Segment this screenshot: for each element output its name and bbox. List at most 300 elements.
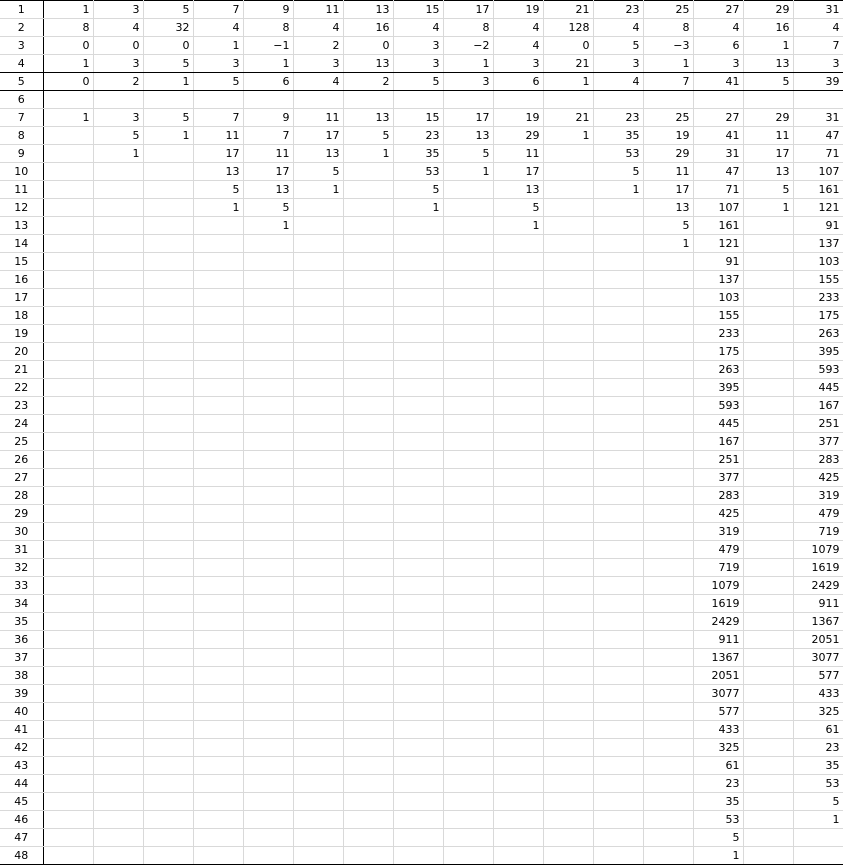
- cell[interactable]: [543, 451, 593, 469]
- cell[interactable]: 1: [543, 73, 593, 91]
- cell[interactable]: 25: [643, 109, 693, 127]
- cell[interactable]: [543, 523, 593, 541]
- cell[interactable]: [393, 271, 443, 289]
- cell[interactable]: [543, 793, 593, 811]
- cell[interactable]: [43, 145, 93, 163]
- cell[interactable]: [643, 487, 693, 505]
- cell[interactable]: [743, 217, 793, 235]
- cell[interactable]: [143, 847, 193, 865]
- cell[interactable]: [43, 397, 93, 415]
- cell[interactable]: [93, 649, 143, 667]
- cell[interactable]: [43, 343, 93, 361]
- cell[interactable]: [93, 487, 143, 505]
- row-header[interactable]: 24: [0, 415, 43, 433]
- cell[interactable]: [393, 433, 443, 451]
- cell[interactable]: [143, 595, 193, 613]
- cell[interactable]: [443, 739, 493, 757]
- cell[interactable]: [443, 523, 493, 541]
- cell[interactable]: 8: [443, 19, 493, 37]
- cell[interactable]: [643, 541, 693, 559]
- cell[interactable]: [543, 739, 593, 757]
- cell[interactable]: 0: [43, 73, 93, 91]
- cell[interactable]: [393, 829, 443, 847]
- cell[interactable]: [643, 721, 693, 739]
- cell[interactable]: [643, 577, 693, 595]
- cell[interactable]: 4: [93, 19, 143, 37]
- cell[interactable]: [193, 757, 243, 775]
- cell[interactable]: 17: [443, 109, 493, 127]
- cell[interactable]: [43, 505, 93, 523]
- cell[interactable]: 161: [693, 217, 743, 235]
- row-header[interactable]: 36: [0, 631, 43, 649]
- cell[interactable]: 27: [693, 1, 743, 19]
- cell[interactable]: [493, 685, 543, 703]
- cell[interactable]: [193, 811, 243, 829]
- cell[interactable]: 13: [743, 163, 793, 181]
- cell[interactable]: 433: [793, 685, 843, 703]
- cell[interactable]: [43, 217, 93, 235]
- row-header[interactable]: 7: [0, 109, 43, 127]
- cell[interactable]: [593, 397, 643, 415]
- cell[interactable]: 5: [143, 55, 193, 73]
- cell[interactable]: 1: [443, 163, 493, 181]
- cell[interactable]: [393, 541, 443, 559]
- cell[interactable]: [93, 541, 143, 559]
- cell[interactable]: [393, 253, 443, 271]
- cell[interactable]: [543, 847, 593, 865]
- cell[interactable]: [443, 91, 493, 109]
- cell[interactable]: [393, 451, 443, 469]
- cell[interactable]: [443, 253, 493, 271]
- cell[interactable]: 11: [743, 127, 793, 145]
- cell[interactable]: [43, 433, 93, 451]
- cell[interactable]: [593, 613, 643, 631]
- cell[interactable]: [543, 757, 593, 775]
- cell[interactable]: 7: [243, 127, 293, 145]
- cell[interactable]: [393, 379, 443, 397]
- cell[interactable]: [93, 235, 143, 253]
- cell[interactable]: 263: [693, 361, 743, 379]
- cell[interactable]: [343, 379, 393, 397]
- cell[interactable]: [593, 505, 643, 523]
- cell[interactable]: [193, 793, 243, 811]
- cell[interactable]: [493, 703, 543, 721]
- cell[interactable]: 1: [43, 55, 93, 73]
- cell[interactable]: [243, 739, 293, 757]
- cell[interactable]: 445: [793, 379, 843, 397]
- cell[interactable]: [43, 541, 93, 559]
- cell[interactable]: [443, 487, 493, 505]
- cell[interactable]: 719: [693, 559, 743, 577]
- cell[interactable]: [143, 649, 193, 667]
- cell[interactable]: [493, 541, 543, 559]
- cell[interactable]: 21: [543, 1, 593, 19]
- cell[interactable]: 325: [793, 703, 843, 721]
- cell[interactable]: [243, 433, 293, 451]
- cell[interactable]: [143, 343, 193, 361]
- cell[interactable]: [43, 721, 93, 739]
- cell[interactable]: [393, 397, 443, 415]
- cell[interactable]: 1: [343, 145, 393, 163]
- cell[interactable]: [143, 397, 193, 415]
- cell[interactable]: [193, 541, 243, 559]
- cell[interactable]: [43, 361, 93, 379]
- cell[interactable]: [493, 253, 543, 271]
- cell[interactable]: 137: [793, 235, 843, 253]
- cell[interactable]: [143, 217, 193, 235]
- cell[interactable]: [243, 469, 293, 487]
- cell[interactable]: [93, 343, 143, 361]
- cell[interactable]: [43, 793, 93, 811]
- cell[interactable]: [243, 523, 293, 541]
- cell[interactable]: [493, 739, 543, 757]
- row-header[interactable]: 27: [0, 469, 43, 487]
- cell[interactable]: [493, 793, 543, 811]
- cell[interactable]: [243, 829, 293, 847]
- cell[interactable]: 5: [743, 181, 793, 199]
- cell[interactable]: [393, 343, 443, 361]
- cell[interactable]: [143, 361, 193, 379]
- cell[interactable]: [93, 217, 143, 235]
- cell[interactable]: 1: [243, 55, 293, 73]
- cell[interactable]: [243, 505, 293, 523]
- cell[interactable]: [143, 829, 193, 847]
- cell[interactable]: 319: [793, 487, 843, 505]
- cell[interactable]: 16: [743, 19, 793, 37]
- cell[interactable]: 1: [543, 127, 593, 145]
- cell[interactable]: 91: [693, 253, 743, 271]
- cell[interactable]: 8: [43, 19, 93, 37]
- cell[interactable]: [293, 793, 343, 811]
- cell[interactable]: 2: [293, 37, 343, 55]
- cell[interactable]: 19: [643, 127, 693, 145]
- cell[interactable]: 19: [493, 1, 543, 19]
- cell[interactable]: 31: [693, 145, 743, 163]
- cell[interactable]: [93, 559, 143, 577]
- cell[interactable]: 479: [793, 505, 843, 523]
- cell[interactable]: 1: [43, 1, 93, 19]
- cell[interactable]: 0: [43, 37, 93, 55]
- cell[interactable]: 121: [693, 235, 743, 253]
- cell[interactable]: [493, 361, 543, 379]
- cell[interactable]: [343, 235, 393, 253]
- cell[interactable]: 29: [743, 1, 793, 19]
- cell[interactable]: [193, 847, 243, 865]
- cell[interactable]: [293, 685, 343, 703]
- cell[interactable]: [93, 163, 143, 181]
- cell[interactable]: [743, 91, 793, 109]
- cell[interactable]: [743, 325, 793, 343]
- cell[interactable]: [393, 667, 443, 685]
- cell[interactable]: [343, 271, 393, 289]
- cell[interactable]: [543, 199, 593, 217]
- cell[interactable]: [443, 469, 493, 487]
- cell[interactable]: [143, 541, 193, 559]
- cell[interactable]: 41: [693, 73, 743, 91]
- row-header[interactable]: 41: [0, 721, 43, 739]
- cell[interactable]: 5: [93, 127, 143, 145]
- cell[interactable]: 17: [243, 163, 293, 181]
- cell[interactable]: [43, 649, 93, 667]
- cell[interactable]: [193, 343, 243, 361]
- cell[interactable]: [443, 307, 493, 325]
- cell[interactable]: 283: [793, 451, 843, 469]
- cell[interactable]: 61: [693, 757, 743, 775]
- cell[interactable]: [643, 739, 693, 757]
- cell[interactable]: [643, 289, 693, 307]
- cell[interactable]: 23: [593, 109, 643, 127]
- cell[interactable]: 911: [693, 631, 743, 649]
- cell[interactable]: [93, 289, 143, 307]
- cell[interactable]: 23: [693, 775, 743, 793]
- cell[interactable]: [743, 487, 793, 505]
- row-header[interactable]: 12: [0, 199, 43, 217]
- cell[interactable]: [393, 793, 443, 811]
- cell[interactable]: 16: [343, 19, 393, 37]
- cell[interactable]: [93, 271, 143, 289]
- cell[interactable]: 2: [93, 73, 143, 91]
- cell[interactable]: [143, 163, 193, 181]
- cell[interactable]: [93, 577, 143, 595]
- cell[interactable]: [593, 271, 643, 289]
- cell[interactable]: −3: [643, 37, 693, 55]
- cell[interactable]: [43, 253, 93, 271]
- cell[interactable]: [443, 559, 493, 577]
- cell[interactable]: [493, 613, 543, 631]
- cell[interactable]: [443, 577, 493, 595]
- cell[interactable]: [493, 523, 543, 541]
- cell[interactable]: [743, 595, 793, 613]
- cell[interactable]: [643, 811, 693, 829]
- cell[interactable]: [443, 847, 493, 865]
- cell[interactable]: [593, 739, 643, 757]
- cell[interactable]: [193, 631, 243, 649]
- cell[interactable]: 17: [293, 127, 343, 145]
- cell[interactable]: [543, 775, 593, 793]
- cell[interactable]: [93, 829, 143, 847]
- cell[interactable]: [593, 541, 643, 559]
- cell[interactable]: [743, 757, 793, 775]
- cell[interactable]: 5: [443, 145, 493, 163]
- cell[interactable]: [743, 613, 793, 631]
- cell[interactable]: 91: [793, 217, 843, 235]
- cell[interactable]: 5: [193, 73, 243, 91]
- cell[interactable]: [593, 343, 643, 361]
- cell[interactable]: 17: [443, 1, 493, 19]
- cell[interactable]: [743, 811, 793, 829]
- cell[interactable]: [243, 577, 293, 595]
- cell[interactable]: [593, 667, 643, 685]
- cell[interactable]: [393, 685, 443, 703]
- cell[interactable]: [393, 523, 443, 541]
- cell[interactable]: [643, 685, 693, 703]
- cell[interactable]: 15: [393, 109, 443, 127]
- cell[interactable]: [593, 361, 643, 379]
- cell[interactable]: 251: [693, 451, 743, 469]
- cell[interactable]: 4: [293, 73, 343, 91]
- cell[interactable]: [543, 325, 593, 343]
- cell[interactable]: [193, 271, 243, 289]
- cell[interactable]: 103: [693, 289, 743, 307]
- cell[interactable]: [243, 559, 293, 577]
- cell[interactable]: [343, 487, 393, 505]
- row-header[interactable]: 22: [0, 379, 43, 397]
- cell[interactable]: [143, 235, 193, 253]
- cell[interactable]: [743, 379, 793, 397]
- cell[interactable]: 128: [543, 19, 593, 37]
- cell[interactable]: [493, 667, 543, 685]
- cell[interactable]: [593, 559, 643, 577]
- cell[interactable]: [593, 199, 643, 217]
- cell[interactable]: [643, 415, 693, 433]
- cell[interactable]: [393, 811, 443, 829]
- cell[interactable]: [343, 181, 393, 199]
- cell[interactable]: [643, 379, 693, 397]
- cell[interactable]: [393, 361, 443, 379]
- cell[interactable]: [493, 487, 543, 505]
- row-header[interactable]: 19: [0, 325, 43, 343]
- cell[interactable]: 155: [693, 307, 743, 325]
- cell[interactable]: [493, 433, 543, 451]
- cell[interactable]: [593, 793, 643, 811]
- cell[interactable]: [193, 91, 243, 109]
- cell[interactable]: [393, 415, 443, 433]
- cell[interactable]: [393, 325, 443, 343]
- cell[interactable]: 137: [693, 271, 743, 289]
- cell[interactable]: [443, 685, 493, 703]
- cell[interactable]: 395: [693, 379, 743, 397]
- cell[interactable]: [593, 379, 643, 397]
- cell[interactable]: [93, 739, 143, 757]
- cell[interactable]: [543, 559, 593, 577]
- cell[interactable]: [593, 577, 643, 595]
- cell[interactable]: 5: [193, 181, 243, 199]
- cell[interactable]: [343, 541, 393, 559]
- cell[interactable]: [43, 739, 93, 757]
- cell[interactable]: [43, 667, 93, 685]
- cell[interactable]: [43, 847, 93, 865]
- cell[interactable]: 4: [293, 19, 343, 37]
- cell[interactable]: [443, 217, 493, 235]
- cell[interactable]: [443, 811, 493, 829]
- cell[interactable]: [493, 271, 543, 289]
- cell[interactable]: [593, 307, 643, 325]
- cell[interactable]: 41: [693, 127, 743, 145]
- cell[interactable]: 27: [693, 109, 743, 127]
- cell[interactable]: [43, 775, 93, 793]
- cell[interactable]: [193, 433, 243, 451]
- cell[interactable]: 1: [43, 109, 93, 127]
- cell[interactable]: [43, 415, 93, 433]
- cell[interactable]: 5: [393, 181, 443, 199]
- cell[interactable]: [393, 775, 443, 793]
- cell[interactable]: [543, 577, 593, 595]
- cell[interactable]: [393, 487, 443, 505]
- cell[interactable]: 17: [743, 145, 793, 163]
- cell[interactable]: [43, 577, 93, 595]
- cell[interactable]: 21: [543, 109, 593, 127]
- cell[interactable]: [543, 415, 593, 433]
- cell[interactable]: 4: [793, 19, 843, 37]
- cell[interactable]: [393, 289, 443, 307]
- cell[interactable]: [493, 469, 543, 487]
- cell[interactable]: [243, 793, 293, 811]
- cell[interactable]: [93, 397, 143, 415]
- cell[interactable]: [493, 757, 543, 775]
- cell[interactable]: [243, 721, 293, 739]
- cell[interactable]: [193, 415, 243, 433]
- cell[interactable]: [343, 325, 393, 343]
- cell[interactable]: [593, 253, 643, 271]
- cell[interactable]: [93, 325, 143, 343]
- cell[interactable]: [593, 523, 643, 541]
- cell[interactable]: 13: [343, 55, 393, 73]
- cell[interactable]: [443, 595, 493, 613]
- cell[interactable]: [343, 847, 393, 865]
- cell[interactable]: [543, 397, 593, 415]
- cell[interactable]: [243, 289, 293, 307]
- cell[interactable]: [593, 433, 643, 451]
- cell[interactable]: 29: [643, 145, 693, 163]
- cell[interactable]: [743, 703, 793, 721]
- cell[interactable]: [443, 271, 493, 289]
- cell[interactable]: [243, 757, 293, 775]
- cell[interactable]: [543, 433, 593, 451]
- cell[interactable]: 53: [393, 163, 443, 181]
- cell[interactable]: 5: [593, 37, 643, 55]
- cell[interactable]: [343, 397, 393, 415]
- cell[interactable]: [93, 811, 143, 829]
- cell[interactable]: [543, 289, 593, 307]
- cell[interactable]: 11: [293, 1, 343, 19]
- cell[interactable]: [143, 199, 193, 217]
- cell[interactable]: [743, 343, 793, 361]
- cell[interactable]: [643, 559, 693, 577]
- cell[interactable]: [543, 631, 593, 649]
- cell[interactable]: [93, 595, 143, 613]
- cell[interactable]: [93, 667, 143, 685]
- cell[interactable]: [743, 307, 793, 325]
- row-header[interactable]: 37: [0, 649, 43, 667]
- cell[interactable]: [93, 415, 143, 433]
- cell[interactable]: [243, 847, 293, 865]
- cell[interactable]: 233: [793, 289, 843, 307]
- cell[interactable]: [143, 721, 193, 739]
- cell[interactable]: [443, 667, 493, 685]
- row-header[interactable]: 28: [0, 487, 43, 505]
- cell[interactable]: 5: [793, 793, 843, 811]
- cell[interactable]: [143, 667, 193, 685]
- cell[interactable]: [343, 469, 393, 487]
- cell[interactable]: [593, 91, 643, 109]
- cell[interactable]: [93, 199, 143, 217]
- cell[interactable]: 13: [343, 109, 393, 127]
- cell[interactable]: [193, 721, 243, 739]
- cell[interactable]: 3: [393, 55, 443, 73]
- cell[interactable]: 3077: [793, 649, 843, 667]
- cell[interactable]: 35: [393, 145, 443, 163]
- row-header[interactable]: 30: [0, 523, 43, 541]
- cell[interactable]: [293, 289, 343, 307]
- cell[interactable]: [743, 361, 793, 379]
- cell[interactable]: [543, 253, 593, 271]
- cell[interactable]: [493, 91, 543, 109]
- cell[interactable]: 3: [793, 55, 843, 73]
- cell[interactable]: [43, 451, 93, 469]
- cell[interactable]: 1: [743, 37, 793, 55]
- cell[interactable]: [193, 685, 243, 703]
- cell[interactable]: 425: [793, 469, 843, 487]
